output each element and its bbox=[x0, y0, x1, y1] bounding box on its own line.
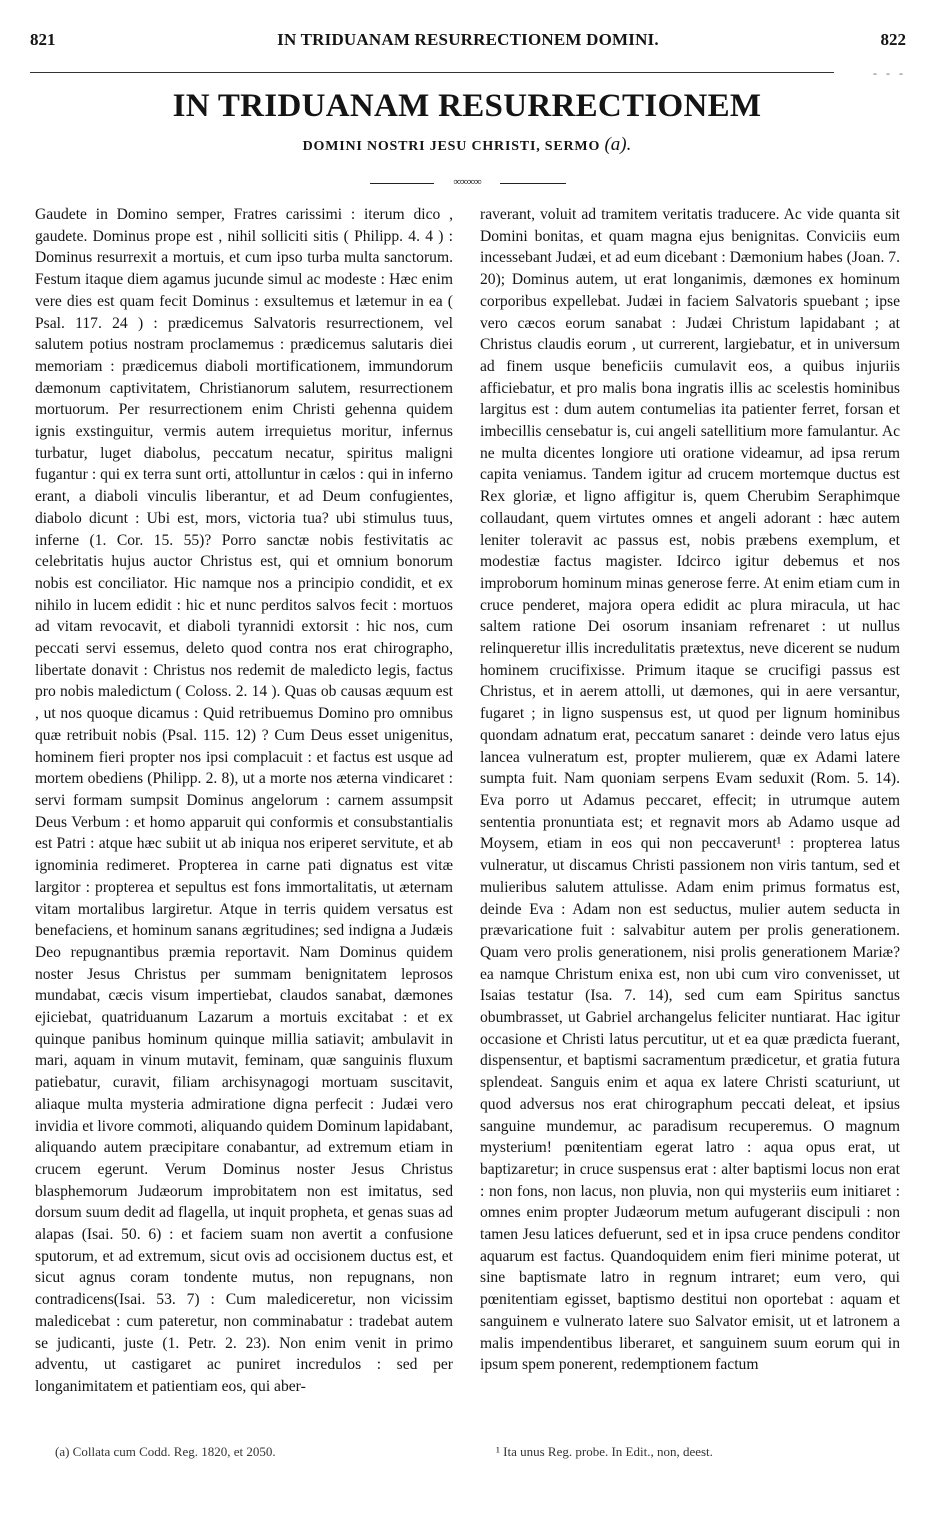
running-head bbox=[30, 30, 906, 54]
page-number-right: 822 bbox=[880, 30, 906, 49]
body-text-right: raverant, voluit ad tramitem veritatis traducere. Ac vide quanta sit Domini bonitas, et quam magna ejus benignitas. Conviciis eum incessebant Judæi, et ad eum dicebant : Dæmonium habes (Joan. 7. 20); Dominus autem, ut erat longanimis, dæmones ex hominum corporibus expellebat. Judæi in faciem Salvatoris spuebant ; ipse vero cæcos eorum sanabat : Judæi Christum lapidabant ; at Christus claudis eorum , ut currerent, largiebatur, et in universum ad finem usque beneficiis cumulavit eos, a quibus injuriis afficiebatur, et pro malis bona ingratis illis ac scelestis hominibus largitus est : dum autem contumelias ita patienter ferret, forsan et imbecillis censebatur is, cui angeli satellitium more famulantur. Ac ne multa dicentes longiore uti oratione videamur, ad ipsa rerum capita veniamus. Tandem igitur ad crucem mortemque ductus est Rex gloriæ, et ligno affigitur is, quem Cherubim Seraphimque collaudant, quem virtutes omnes et angeli adorant : hæc autem leniter toleravit ac passus est, nobis præbens exemplum, et modestiæ factus magister. Idcirco igitur debemus et nos improborum hominum minas generose ferre. At enim etiam cum in cruce penderet, majora opera edidit ac plura miracula, ut hac saltem ratione Dei osorum insaniam refrenaret : ut nullus relinqueretur illis incredulitatis prætextus, neve dicerent se nudum hominem crucifixisse. Primum itaque se crucifigi passus est Christus, et in aerem attolli, ut dæmones, qui in aere versantur, fugaret ; in ligno suspensus est, ut quod per lignum hominibus quondam adnatum erat, peccatum sanaret : deinde vero latus ejus lancea vulneratum est, propter mulierem, quæ ex Adami latere sumpta fuit. Nam quoniam serpens Evam seduxit (Rom. 5. 14). Eva porro ut Adamus peccaret, effecit; in utrumque autem sententia pronuntiata est; et regnavit mors ab Adamo usque ad Moysem, etiam in eos qui non peccaverunt¹ : propterea latus vulneratur, ut discamus Christi passionem non viris tantum, sed et mulieribus salutem attulisse. Adam enim primus formatus est, deinde Eva : Adam non est seductus, mulier autem seducta in prævaricatione fuit : salvabitur autem per prolis generationem. Quam vero prolis generationem, nisi prolis generationem Mariæ? ea namque Christum enixa est, non ubi cum viro convenisset, ut Isaias testatur (Isa. 7. 14), sed cum eam Spiritus sanctus obumbrasset, ut Gabriel archangelus feliciter nuntiarat. Hac igitur occasione et Christi latus percutitur, ut et ea quæ prædicta fuerant, dispensentur, et baptismi sacramentum prædicetur, et gratia futura splendeat. Sanguis enim et aqua ex latere Christi scaturiunt, ut quod adversus nos erat chirographum peccati deleat, et ipsius sanguine mundemur, ac paradisum recuperemus. O magnum mysterium! pœnitentiam egerat latro : aqua opus erat, ut baptizaretur; in cruce suspensus erat : alter baptismi locus non erat : non fons, non lacus, non pluvia, non qui mysteriis eum initiaret : omnes enim propter Judæorum metum aufugerant discipuli : non tamen Jesu latices defuerunt, sed et in ipsa cruce pendens conditor aquarum est factus. Quandoquidem enim fieri minime poterat, ut sine baptismate latro in regnum intraret; eum vero, qui pœnitentiam egisset, baptismo destitui non oportebat : aquam et sanguinem e vulnerato latere suo Salvator emisit, ut et latronem a malis impendentibus liberaret, et sanguinem suum eorum qui in ipsum spem ponerent, redemptionem factum bbox=[480, 206, 900, 1374]
header-rule bbox=[30, 72, 834, 73]
footnote-right: ¹ Ita unus Reg. probe. In Edit., non, deest. bbox=[496, 1444, 713, 1459]
footnote-mark-a: (a). bbox=[604, 134, 632, 155]
page-number-left: 821 bbox=[30, 30, 56, 49]
sermon-subtitle-text: DOMINI NOSTRI JESU CHRISTI, SERMO bbox=[302, 139, 601, 154]
footnote-left: (a) Collata cum Codd. Reg. 1820, et 2050. bbox=[55, 1444, 276, 1459]
text-column-right bbox=[480, 204, 900, 1376]
body-text-left: Gaudete in Domino semper, Fratres carissimi : iterum dico , gaudete. Dominus prope est , nihil solliciti sitis ( Philipp. 4. 4 ) : Dominus resurrexit a mortuis, et cum ipso turba multa sanctorum. Festum itaque diem agamus jucunde simul ac modeste : Hæc enim vere dies est quam fecit Dominus : exsultemus et lætemur in ea ( Psal. 117. 24 ) : prædicemus Salvatoris resurrectionem, vel salutem potius nostram proclamemus : prædicemus salutaris diei memoriam : prædicemus diaboli mortificationem, immundorum dæmonum captivitatem, Christianorum salutem, resurrectionem mortuorum. Per resurrectionem enim Christi gehenna quidem ignis exstinguitur, vermis autem irrequietus moritur, infernus turbatur, luget diabolus, peccatum necatur, spiritus maligni fugantur : qui ex terra sunt orti, attolluntur in cælos : qui in inferno erant, a diaboli vinculis liberantur, et ad Deum confugientes, diabolo dicunt : Ubi est, mors, victoria tua? ubi stimulus tuus, inferne (1. Cor. 15. 55)? Porro sanctæ nobis festivitatis ac celebritatis hujus auctor Christus est, qui et omnium bonorum nobis est conciliator. Hic namque nos a principio condidit, et ex nihilo in lucem edidit : hic et nunc perditos salvos fecit : mortuos ad vitam revocavit, et diaboli tyrannidi extorsit : hic nos, cum peccati servi essemus, deleto quod contra nos erat chirographo, libertate donavit : Christus nos redemit de maledicto legis, factus pro nobis maledictum ( Coloss. 2. 14 ). Quas ob causas æquum est , ut nos quoque dicamus : Quid retribuemus Domino pro omnibus quæ retribuit nobis (Psal. 115. 12) ? Cum Deus esset unigenitus, hominem fieri propter nos ipsi complacuit : et factus est usque ad mortem obediens (Philipp. 2. 8), ut a morte nos æterna vindicaret : servi formam sumpsit Dominus angelorum : carnem assumpsit Deus Verbum : et homo apparuit qui conformis et consubstantialis est Patri : atque hæc subiit ut ab iniqua nos eriperet servitute, et ab ignominia redimeret. Propterea in carne pati dignatus est vitæ largitor : propterea et sepultus est fons immortalitatis, ut æternam vitam mortalibus largiretur. Atque in terris quidem versatus est benefaciens, et hominum sanans ægritudines; sed indigna a Judæis Deo repugnantibus præmia reportavit. Nam Dominus quidem noster Jesus Christus per summam benignitatem leprosos mundabat, cæcis visum impertiebat, claudos sanabat, dæmones ejiciebat, quatriduanum Lazarum a mortuis excitabat : et ex quinque panibus hominum quinque millia satiavit; ambulavit in mari, aquam in vinum mutavit, feminam, quæ sanguinis fluxum patiebatur, curavit, filiam archisynagogi mortuam suscitavit, aliaque multa mysteria admiratione digna perfecit : Judæi vero invidia et livore commoti, aliquando quidem Dominum lapidabant, aliquando autem præcipitare conabantur, ad extremum etiam in crucem egerunt. Verum Dominus noster Jesus Christus blasphemorum Judæorum improbitatem non est imitatus, sed dorsum suum dedit ad flagella, ut inquit propheta, et genas suas ad alapas (Isai. 50. 6) : et faciem suam non avertit a confusione sputorum, et ad extremum, sicut ovis ad occisionem ductus est, et sicut agnus coram tondente mutus, non repugnans, non contradicens(Isai. 53. 7) : Cum malediceretur, non vicissim maledicebat : cum pateretur, non comminabatur : tradebat autem se judicanti, juste (1. Petr. 2. 23). Non enim venit in primo adventu, ut castigaret ac puniret incredulos : sed per longanimitatem et patientiam eos, qui aber- bbox=[35, 206, 453, 1395]
ornament-line-right bbox=[500, 183, 566, 184]
text-column-left bbox=[35, 204, 453, 1398]
running-head-title: IN TRIDUANAM RESURRECTIONEM DOMINI. bbox=[277, 30, 659, 49]
ornament-knot-icon: ∞∞∞∞ bbox=[453, 176, 481, 188]
ornament-line-left bbox=[370, 183, 434, 184]
sermon-subtitle bbox=[0, 134, 934, 156]
title-ornament bbox=[0, 171, 934, 195]
header-rule-dashes: - - - bbox=[873, 66, 906, 80]
sermon-title: IN TRIDUANAM RESURRECTIONEM bbox=[172, 88, 762, 124]
